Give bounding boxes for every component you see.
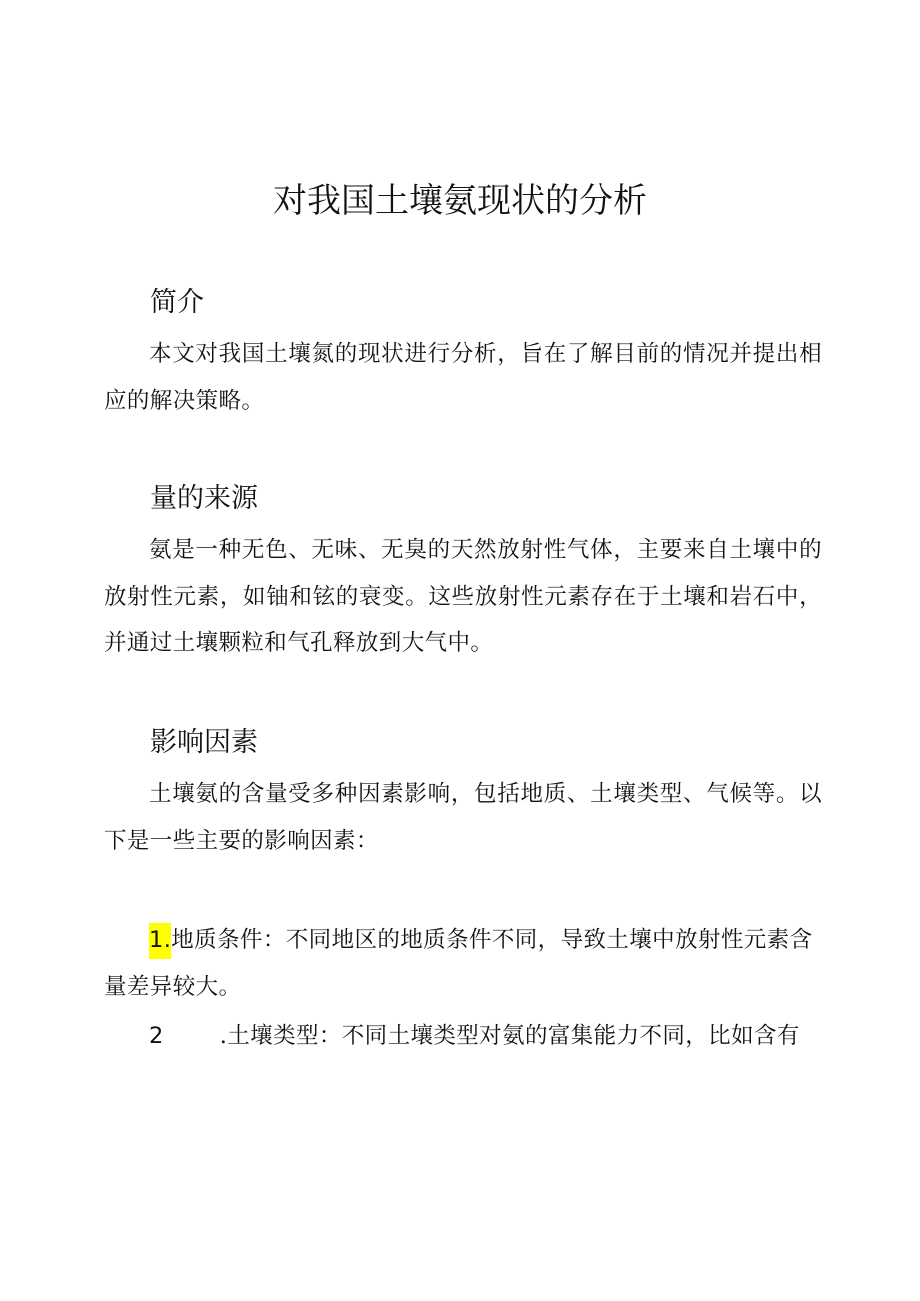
list-item xyxy=(104,917,822,1010)
section-paragraph-source: 氨是一种无色、无味、无臭的天然放射性气体，主要来自土壤中的放射性元素，如铀和铉的衰变。这些放射性元素存在于土壤和岩石中，并通过土壤颗粒和气孔释放到大气中。 xyxy=(104,537,822,656)
list-marker: . xyxy=(164,923,172,959)
list-item-text: 土壤类型：不同土壤类型对氨的富集能力不同，比如含有 xyxy=(227,1023,800,1049)
document-title: 对我国土壤氨现状的分析 xyxy=(273,181,647,221)
section-heading-factors: 影响因素 xyxy=(150,727,258,758)
section-paragraph-intro: 本文对我国土壤氮的现状进行分析，旨在了解目前的情况并提出相应的解决策略。 xyxy=(104,341,822,414)
section-heading-intro: 简介 xyxy=(150,287,204,318)
list-item-text: 地质条件：不同地区的地质条件不同，导致土壤中放射性元素含量差异较大。 xyxy=(104,927,813,1000)
list-item xyxy=(104,1013,822,1060)
section-heading-source: 量的来源 xyxy=(150,483,258,514)
list-marker: . xyxy=(219,1023,228,1049)
list-number: 2 xyxy=(149,1023,164,1049)
section-paragraph-factors: 土壤氨的含量受多种因素影响，包括地质、土壤类型、气候等。以下是一些主要的影响因素： xyxy=(104,781,822,854)
list-number-highlight: 1 xyxy=(149,923,164,959)
